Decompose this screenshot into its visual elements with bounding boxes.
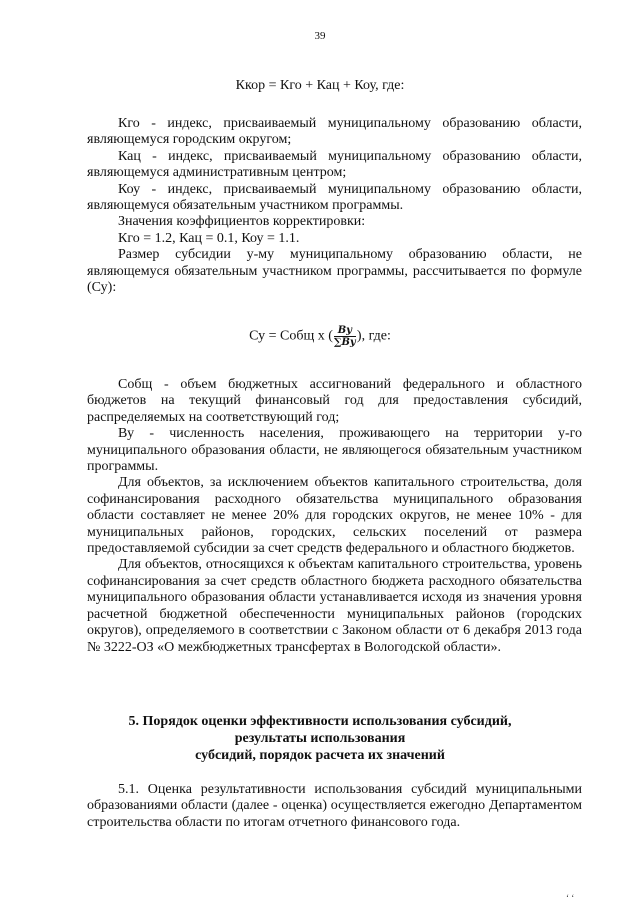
formula-cy-right: ), где: [356, 328, 391, 344]
formula-cy [0, 325, 640, 348]
paragraph-5-1-block [87, 782, 582, 831]
definition-cobsh: Cобщ - объем бюджетных ассигнований федерального и областного бюджетов на текущий финансовый год для предоставления субсидий, распределяемых на соответствующий год; [87, 377, 582, 425]
footer-marks: ‘ ‘ [566, 893, 575, 903]
formula-cy-numerator: Ву [334, 325, 356, 337]
definition-kou: Коу - индекс, присваиваемый муниципальному образованию области, являющемуся обязательным участником программы. [87, 181, 582, 214]
coef-values: Кго = 1.2, Кац = 0.1, Коу = 1.1. [118, 230, 300, 246]
formula-cy-denominator: ∑Ву [333, 337, 356, 348]
definition-kgo: Кго - индекс, присваиваемый муниципальному образованию области, являющемуся городским округом; [87, 116, 582, 148]
paragraph-cofinancing-2: Для объектов, относящихся к объектам капитального строительства, уровень софинансирования за счет средств областного бюджета расходного обязательства муниципального образования области устанавливается исходя из значения уровня расчетной бюджетной обеспеченности муниципальных районов (городских округов), определяемого в соответствии с Законом области от 6 декабря 2013 года № 3222-ОЗ «О межбюджетных трансфертах в Вологодской области». [87, 557, 582, 655]
section-heading [0, 713, 640, 764]
definitions2-block [87, 377, 582, 656]
definition-kac: Кац - индекс, присваиваемый муниципальному образованию области, являющемуся административным центром; [87, 148, 582, 181]
formula-cy-left: Су = Cобщ х ( [249, 328, 333, 344]
section-heading-line-1: 5. Порядок оценки эффективности использования субсидий, [128, 714, 512, 729]
formula-kkor: Ккор = Кго + Кац + Коу, где: [235, 78, 405, 93]
definition-vy: Ву - численность населения, проживающего на территории у-го муниципального образования области, не являющегося обязательным участником программы. [87, 426, 582, 475]
definitions-block [87, 116, 582, 296]
paragraph-cofinancing-1: Для объектов, за исключением объектов капитального строительства, доля софинансирования расходного обязательства муниципального образования области составляет не менее 20% для городских округов, не менее 10% - для муниципальных районов, городских, сельских поселений от размера предоставляемой субсидии за счет средств федерального и областного бюджетов. [87, 475, 582, 557]
paragraph-5-1: 5.1. Оценка результативности использования субсидий муниципальными образованиями области (далее - оценка) осуществляется ежегодно Департаментом строительства области по итогам отчетного финансового года. [87, 782, 582, 830]
section-heading-line-2: результаты использования [234, 731, 406, 746]
page-number: 39 [314, 30, 326, 42]
subsidy-rule: Размер субсидии у-му муниципальному образованию области, не являющемуся обязательным участником программы, рассчитывается по формуле (Су): [87, 247, 582, 296]
formula-cy-fraction [334, 325, 356, 348]
coef-intro: Значения коэффициентов корректировки: [118, 214, 366, 230]
section-heading-line-3: субсидий, порядок расчета их значений [195, 748, 445, 763]
